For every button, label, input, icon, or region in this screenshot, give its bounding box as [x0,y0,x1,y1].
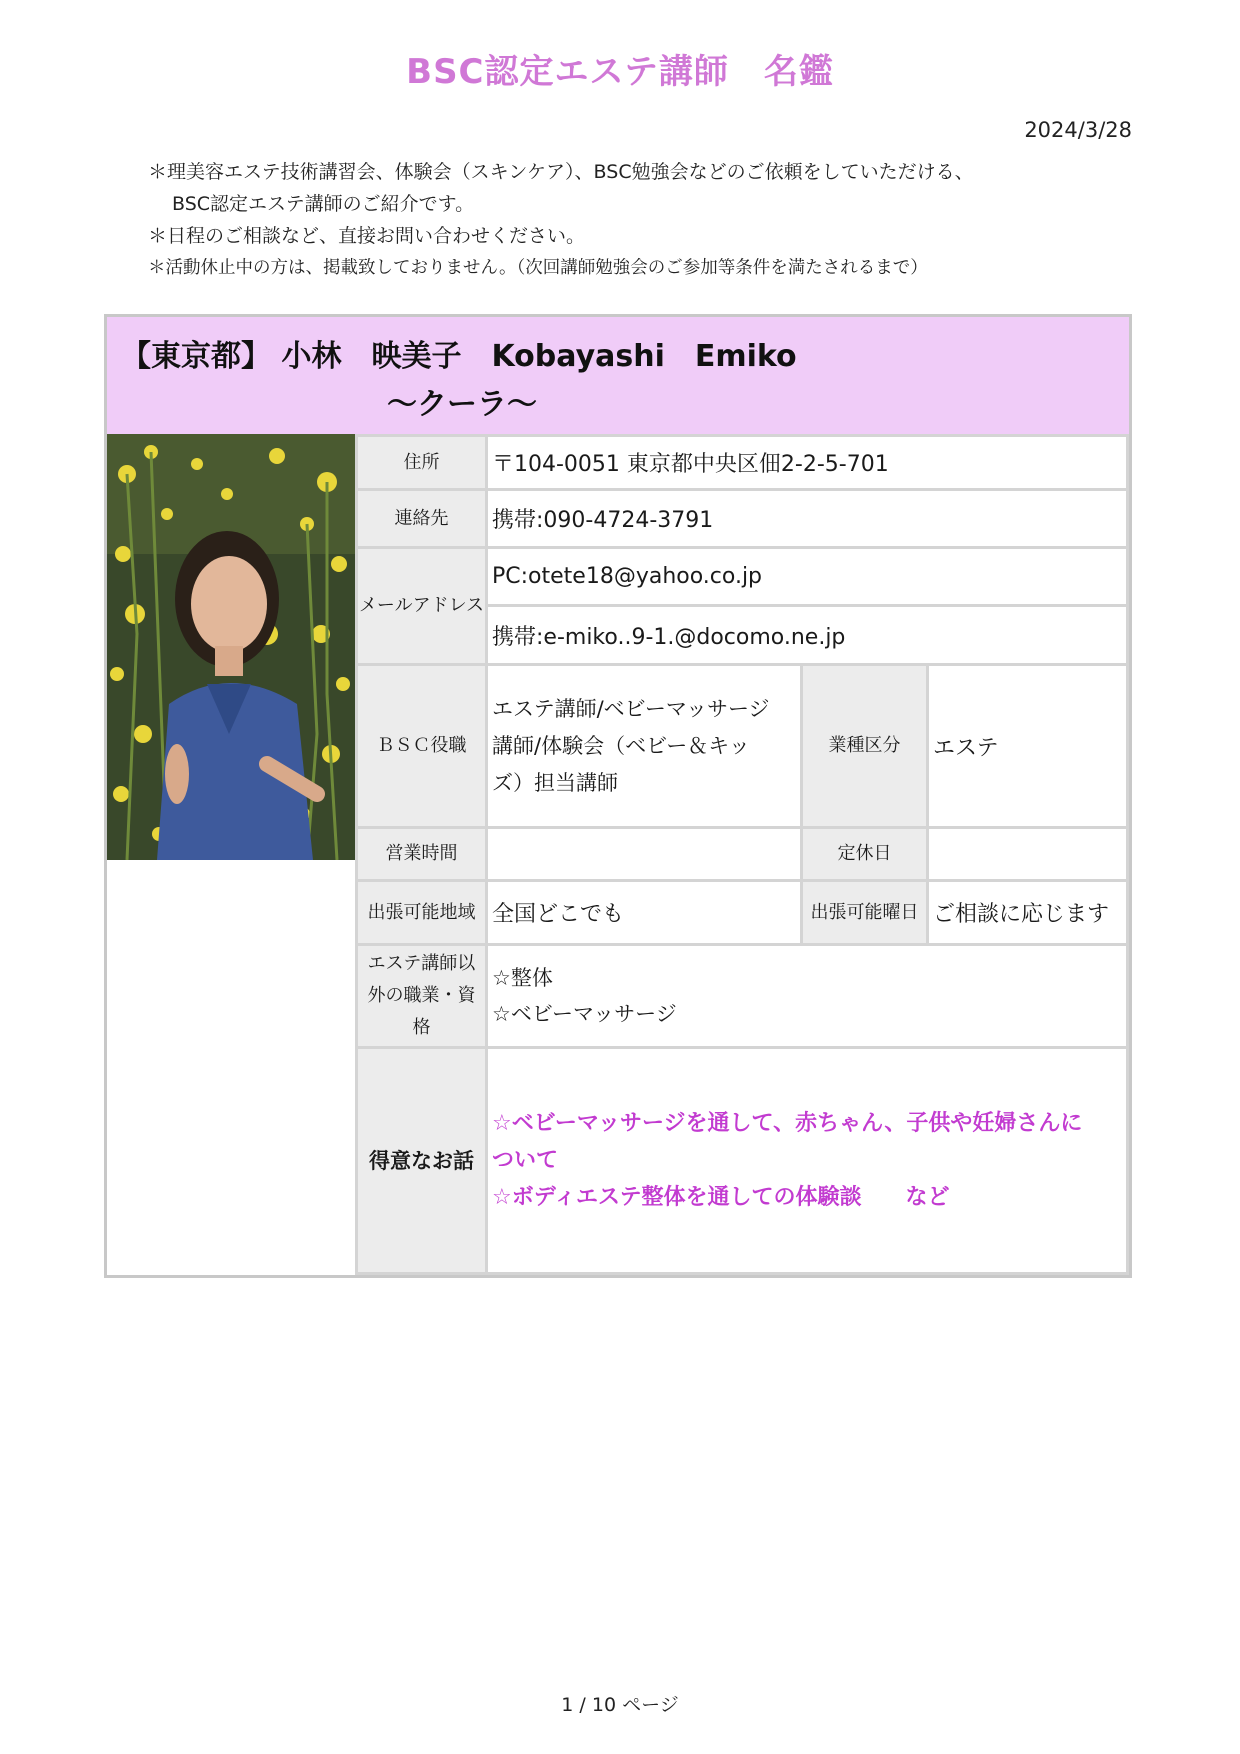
page-title: BSC認定エステ講師 名鑑 [406,52,834,92]
specialty-line-2: ついて [492,1148,559,1173]
label-other-line-3: 格 [412,1017,431,1038]
value-email-pc: PC:otete18@yahoo.co.jp [485,546,1129,607]
value-bsc-role [485,663,803,829]
label-business-type-text: 業種区分 [828,735,901,756]
instructor-photo [107,434,355,860]
label-other-occupations [355,943,488,1049]
label-business-hours-text: 営業時間 [385,843,458,864]
instructor-nickname: ～クーラ～ [387,387,537,422]
note-line-1: ＊理美容エステ技術講習会、体験会（スキンケア）、BSC勉強会などのご依頼をしていただける、 [148,161,974,183]
label-other-line-2: 外の職業・資 [367,985,476,1006]
label-bsc-role [355,663,488,829]
specialty-line-1: ☆ベビーマッサージを通して、赤ちゃん、子供や妊婦さんに [492,1111,1083,1136]
value-holiday [926,826,1129,882]
label-bsc-role-text: ＢＳＣ役職 [376,735,467,756]
value-other-occupations [485,943,1129,1049]
instructor-card [104,314,1132,1278]
other-item-2: ☆ベビーマッサージ [492,1002,677,1026]
value-business-type: エステ [926,663,1129,829]
label-email-text: メールアドレス [358,595,485,616]
value-travel-days: ご相談に応じます [926,879,1129,946]
label-address [355,434,488,491]
value-business-hours [485,826,803,882]
label-travel-area-text: 出張可能地域 [367,901,476,923]
bsc-role-line-1: エステ講師/ベビーマッサージ [492,696,770,721]
label-specialty-text: 得意なお話 [369,1148,474,1173]
notes-section [148,156,1108,284]
value-specialty [485,1046,1129,1275]
label-email [355,546,488,666]
label-contact-text: 連絡先 [394,507,449,529]
page-number: 1 / 10 ページ [561,1694,679,1716]
label-holiday [800,826,929,882]
label-contact [355,488,488,549]
label-other-line-1: エステ講師以 [367,953,476,974]
value-email-mobile: 携帯:e-miko..9-1.@docomo.ne.jp [485,604,1129,666]
value-travel-area: 全国どこでも [485,879,803,946]
label-business-type [800,663,929,829]
label-address-text: 住所 [403,451,440,473]
bsc-role-line-2: 講師/体験会（ベビー＆キッ [492,733,750,758]
label-specialty [355,1046,488,1275]
label-travel-days [800,879,929,946]
specialty-line-3: ☆ボディエステ整体を通しての体験談 など [492,1185,950,1210]
value-address: 〒104-0051 東京都中央区佃2-2-5-701 [485,434,1129,491]
value-contact: 携帯:090-4724-3791 [485,488,1129,549]
label-holiday-text: 定休日 [837,843,892,864]
publish-date: 2024/3/28 [1024,118,1132,142]
other-item-1: ☆整体 [492,966,553,990]
note-line-2: BSC認定エステ講師のご紹介です。 [172,193,475,215]
note-line-3: ＊日程のご相談など、直接お問い合わせください。 [148,225,586,247]
note-line-4: ＊活動休止中の方は、掲載致しておりません。（次回講師勉強会のご参加等条件を満たされるまで） [148,258,928,278]
instructor-header [107,317,1129,437]
instructor-name: 【東京都】 小林 映美子 Kobayashi Emiko [121,339,797,374]
label-travel-area [355,879,488,946]
label-business-hours [355,826,488,882]
label-travel-days-text: 出張可能曜日 [810,901,919,923]
bsc-role-line-3: ズ）担当講師 [492,770,618,795]
